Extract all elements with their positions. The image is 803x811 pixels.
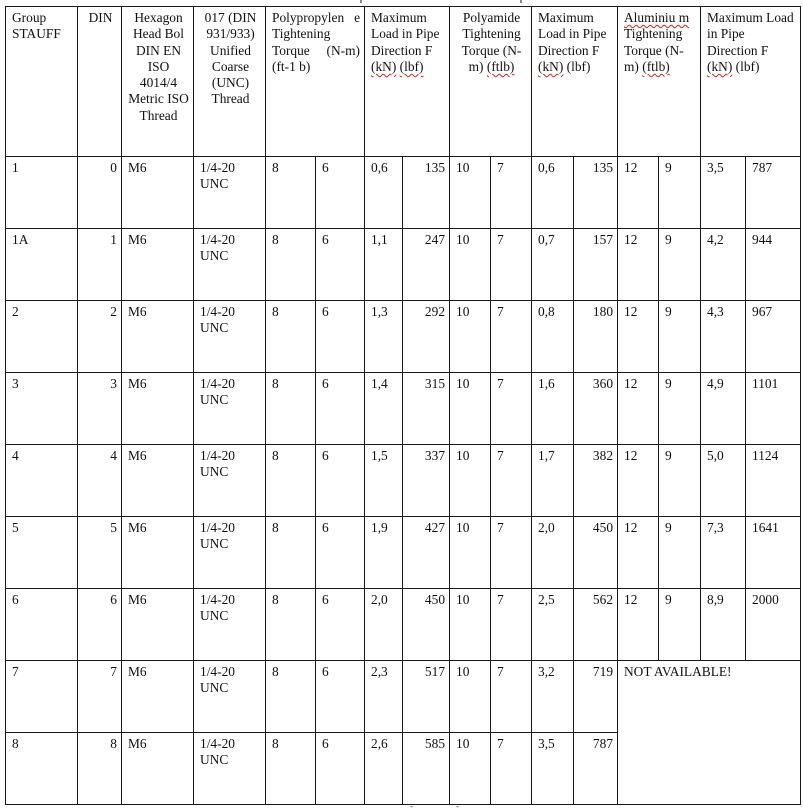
table-row [6,517,801,589]
cell-pp-load-lbf: 315 [403,373,450,445]
cell-al-torque-nm: 12 [618,445,659,517]
header-hex-bolt: Hexagon Head Bol DIN EN ISO 4014/4 Metric ISO Thread [122,7,194,157]
cell-pa-load-kn: 3,5 [532,733,574,805]
cell-unc: 1/4-20 UNC [194,157,266,229]
cell-group: 7 [6,661,78,733]
cell-din: 1 [78,229,122,301]
cell-pp-torque-nm: 8 [266,301,316,373]
cell-din: 7 [78,661,122,733]
cell-group: 4 [6,445,78,517]
cell-pa-load-lbf: 787 [574,733,618,805]
cell-bolt: M6 [122,661,194,733]
cell-al-torque-nm: 12 [618,589,659,661]
table-row [6,373,801,445]
cell-pa-torque-ftlb: 7 [491,517,532,589]
cell-pp-load-lbf: 247 [403,229,450,301]
cell-unc: 1/4-20 UNC [194,661,266,733]
cell-pp-load-lbf: 337 [403,445,450,517]
cell-pa-load-kn: 1,7 [532,445,574,517]
cell-bolt: M6 [122,229,194,301]
cell-unc: 1/4-20 UNC [194,445,266,517]
cell-al-load-kn: 4,9 [701,373,746,445]
header-din: DIN [78,7,122,157]
cell-pp-torque-ftlb: 6 [316,661,365,733]
cell-pa-load-kn: 3,2 [532,661,574,733]
cell-pp-load-kn: 2,0 [365,589,403,661]
cell-group: 6 [6,589,78,661]
cell-al-load-lbf: 2000 [746,589,801,661]
cell-pp-load-kn: 2,6 [365,733,403,805]
cell-bolt: M6 [122,445,194,517]
cell-pp-load-lbf: 427 [403,517,450,589]
cell-bolt: M6 [122,589,194,661]
cell-din: 8 [78,733,122,805]
cell-pa-torque-nm: 10 [450,301,491,373]
cell-pp-load-lbf: 450 [403,589,450,661]
cell-unc: 1/4-20 UNC [194,589,266,661]
cell-unc: 1/4-20 UNC [194,517,266,589]
cell-pa-load-lbf: 562 [574,589,618,661]
header-aluminium-torque: Aluminiu m Tightening Torque (N-m) (ftlb) [618,7,701,157]
cell-al-load-kn: 4,2 [701,229,746,301]
cell-pa-torque-ftlb: 7 [491,661,532,733]
cell-al-torque-nm: 12 [618,517,659,589]
cell-al-torque-ftlb: 9 [659,373,701,445]
cell-pp-torque-nm: 8 [266,229,316,301]
cell-bolt: M6 [122,373,194,445]
cell-group: 8 [6,733,78,805]
header-polyamide-load: Maximum Load in Pipe Direction F (kN) (lbf) [532,7,618,157]
cell-pp-torque-ftlb: 6 [316,373,365,445]
cell-pa-load-kn: 0,6 [532,157,574,229]
cell-al-torque-ftlb: 9 [659,517,701,589]
cell-pa-torque-ftlb: 7 [491,589,532,661]
cell-pp-torque-ftlb: 6 [316,229,365,301]
cell-pa-load-lbf: 719 [574,661,618,733]
cell-pp-load-lbf: 517 [403,661,450,733]
cell-al-torque-nm: 12 [618,373,659,445]
cell-unc: 1/4-20 UNC [194,229,266,301]
cell-group: 1A [6,229,78,301]
cell-din: 6 [78,589,122,661]
cell-al-load-kn: 3,5 [701,157,746,229]
table-row [6,157,801,229]
not-available-note: NOT AVAILABLE! [618,661,801,805]
cell-pp-load-kn: 1,4 [365,373,403,445]
cell-al-load-kn: 5,0 [701,445,746,517]
cell-al-torque-ftlb: 9 [659,229,701,301]
cell-pp-torque-nm: 8 [266,373,316,445]
cell-al-load-kn: 7,3 [701,517,746,589]
cell-al-load-lbf: 1641 [746,517,801,589]
table-row [6,589,801,661]
cell-al-torque-ftlb: 9 [659,157,701,229]
cell-al-torque-ftlb: 9 [659,301,701,373]
cell-pa-load-kn: 2,5 [532,589,574,661]
cell-pa-load-lbf: 157 [574,229,618,301]
cell-pa-torque-ftlb: 7 [491,733,532,805]
cell-din: 3 [78,373,122,445]
table-row [6,229,801,301]
cell-pp-torque-nm: 8 [266,445,316,517]
cell-bolt: M6 [122,301,194,373]
cell-pp-load-kn: 1,1 [365,229,403,301]
cell-din: 5 [78,517,122,589]
cell-group: 5 [6,517,78,589]
cell-pp-load-lbf: 135 [403,157,450,229]
cell-al-load-lbf: 787 [746,157,801,229]
header-aluminium-load: Maximum Load in Pipe Direction F (kN) (lbf) [701,7,801,157]
cell-unc: 1/4-20 UNC [194,733,266,805]
header-row [6,7,801,157]
cell-pa-torque-ftlb: 7 [491,373,532,445]
cell-group: 2 [6,301,78,373]
cell-pa-torque-nm: 10 [450,517,491,589]
cell-pp-torque-ftlb: 6 [316,589,365,661]
cell-din: 2 [78,301,122,373]
cell-al-torque-ftlb: 9 [659,589,701,661]
table-row [6,661,801,733]
cell-group: 1 [6,157,78,229]
cell-group: 3 [6,373,78,445]
cell-pa-load-kn: 0,8 [532,301,574,373]
cell-pa-load-kn: 1,6 [532,373,574,445]
cell-al-load-lbf: 1124 [746,445,801,517]
cell-pp-torque-ftlb: 6 [316,157,365,229]
cell-pa-torque-nm: 10 [450,589,491,661]
cell-pa-torque-nm: 10 [450,733,491,805]
cell-al-load-lbf: 967 [746,301,801,373]
cell-pp-torque-ftlb: 6 [316,301,365,373]
cell-pa-torque-ftlb: 7 [491,157,532,229]
cell-pa-torque-ftlb: 7 [491,445,532,517]
cell-pp-load-kn: 1,9 [365,517,403,589]
header-polypropylene-torque: Polypropylen e Tightening Torque (N-m) (ft-1 b) [266,7,365,157]
cell-pp-load-kn: 1,5 [365,445,403,517]
stauff-clamp-spec-table [5,6,801,805]
header-group: Group STAUFF [6,7,78,157]
cell-pa-load-lbf: 135 [574,157,618,229]
cell-pa-load-lbf: 180 [574,301,618,373]
cell-pp-torque-nm: 8 [266,733,316,805]
cell-pp-torque-ftlb: 6 [316,445,365,517]
cell-pp-load-kn: 1,3 [365,301,403,373]
cell-unc: 1/4-20 UNC [194,373,266,445]
cell-al-load-lbf: 1101 [746,373,801,445]
cell-pa-load-kn: 2,0 [532,517,574,589]
cell-pa-load-lbf: 450 [574,517,618,589]
cell-pp-load-kn: 0,6 [365,157,403,229]
cell-al-load-kn: 4,3 [701,301,746,373]
cell-din: 4 [78,445,122,517]
cell-bolt: M6 [122,733,194,805]
cell-pp-torque-nm: 8 [266,157,316,229]
table-row [6,445,801,517]
cell-pp-torque-nm: 8 [266,517,316,589]
cell-pa-torque-nm: 10 [450,373,491,445]
cell-pp-load-lbf: 292 [403,301,450,373]
header-polypropylene-load: Maximum Load in Pipe Direction F (kN) (lbf) [365,7,450,157]
cell-pp-torque-nm: 8 [266,661,316,733]
cell-pp-torque-ftlb: 6 [316,517,365,589]
cell-al-load-lbf: 944 [746,229,801,301]
cell-pp-load-lbf: 585 [403,733,450,805]
cell-pa-torque-nm: 10 [450,157,491,229]
cell-pa-torque-nm: 10 [450,229,491,301]
cell-bolt: M6 [122,157,194,229]
cell-pa-load-lbf: 360 [574,373,618,445]
cell-al-torque-nm: 12 [618,157,659,229]
header-polyamide-torque: Polyamide Tightening Torque (N-m) (ftlb) [450,7,532,157]
cell-bolt: M6 [122,517,194,589]
cell-pa-torque-nm: 10 [450,661,491,733]
cell-pp-torque-ftlb: 6 [316,733,365,805]
cell-pa-load-lbf: 382 [574,445,618,517]
cell-pa-torque-nm: 10 [450,445,491,517]
cell-al-torque-ftlb: 9 [659,445,701,517]
cell-unc: 1/4-20 UNC [194,301,266,373]
cell-pa-torque-ftlb: 7 [491,301,532,373]
table-row [6,301,801,373]
header-unc: 017 (DIN 931/933) Unified Coarse (UNC) Thread [194,7,266,157]
cell-pp-torque-nm: 8 [266,589,316,661]
page-bottom-marks: - - [410,801,459,811]
cell-pp-load-kn: 2,3 [365,661,403,733]
cell-al-torque-nm: 12 [618,301,659,373]
cell-din: 0 [78,157,122,229]
cell-al-load-kn: 8,9 [701,589,746,661]
cell-al-torque-nm: 12 [618,229,659,301]
cell-pa-load-kn: 0,7 [532,229,574,301]
cell-pa-torque-ftlb: 7 [491,229,532,301]
